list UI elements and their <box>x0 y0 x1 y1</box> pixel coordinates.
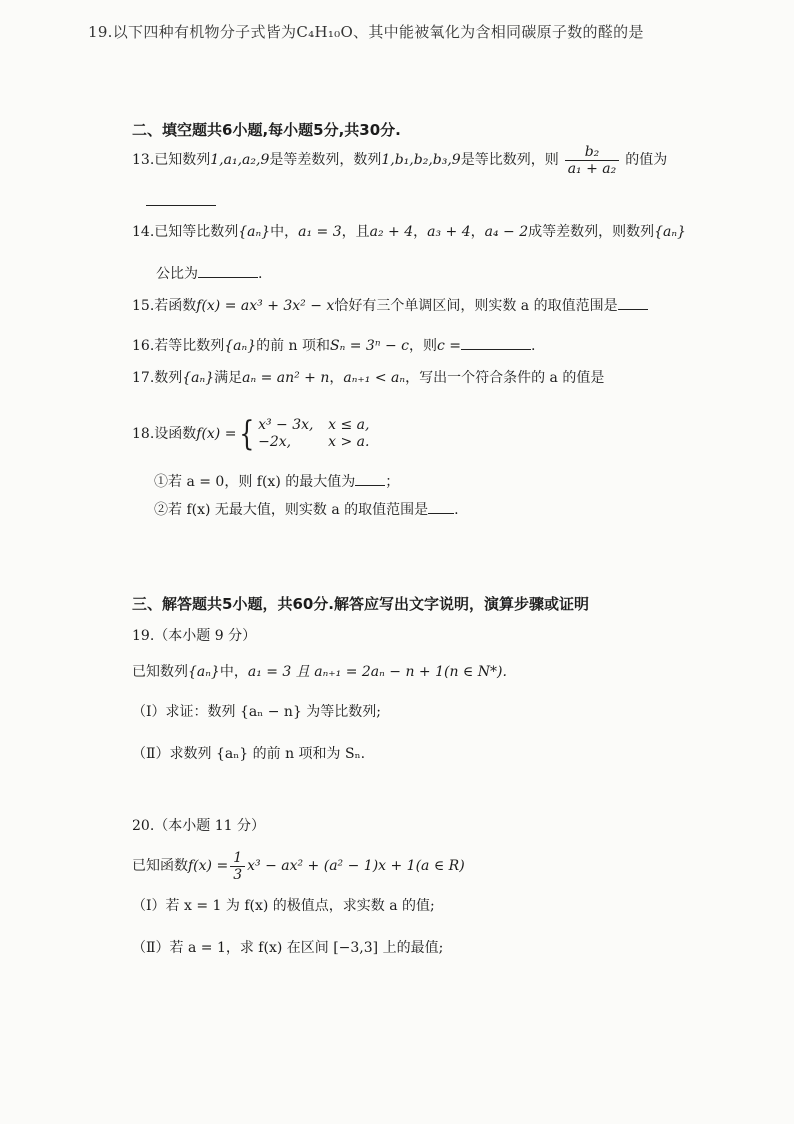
q14-part3: 成等差数列，则数列 <box>528 224 655 240</box>
q14-line2-text: 公比为 <box>156 266 198 282</box>
q14-cond3: a₃ + 4 <box>427 224 471 240</box>
q16-mid: 的前 n 项和 <box>256 338 331 354</box>
q16-blank <box>461 349 531 350</box>
q17-formula: aₙ = an² + n <box>242 370 330 386</box>
q18-case2-cond: x > a. <box>328 434 370 450</box>
q13-blank <box>146 205 216 206</box>
q18-sub2-text: ②若 f(x) 无最大值，则实数 a 的取值范围是 <box>154 502 429 518</box>
q13-tail: 的值为 <box>625 152 668 168</box>
section3-heading: 三、解答题共5小题，共60分.解答应写出文字说明，演算步骤或证明 <box>132 595 590 613</box>
q14-cond1: a₁ = 3 <box>298 224 342 240</box>
q15-lead: 15.若函数 <box>132 298 197 314</box>
q13-seq1: 1,a₁,a₂,9 <box>210 152 270 168</box>
q16-var: c = <box>436 338 462 354</box>
q14-cond4: a₄ − 2 <box>484 224 529 240</box>
q18-sub2-blank <box>428 513 454 514</box>
q16-seq: {aₙ} <box>224 338 257 354</box>
q16-lead: 16.若等比数列 <box>132 338 225 354</box>
q18-sub1-end: ； <box>385 474 400 490</box>
q19-stem-lead: 已知数列 <box>132 664 188 680</box>
q13-mid1: 是等差数列，数列 <box>269 152 382 168</box>
section2-heading: 二、填空题共6小题,每小题5分,共30分. <box>132 121 401 139</box>
q16-tail: ，则 <box>408 338 437 354</box>
q18-case2-expr: −2x, <box>258 434 292 450</box>
top-question-line: 19.以下四种有机物分子式皆为C₄H₁₀O、其中能被氧化为含相同碳原子数的醛的是 <box>88 23 644 41</box>
q20-part1: （Ⅰ）若 x = 1 为 f(x) 的极值点，求实数 a 的值; <box>132 898 435 914</box>
q15-tail: 恰好有三个单调区间，则实数 a 的取值范围是 <box>334 298 618 314</box>
q14-part2: ，且 <box>341 224 370 240</box>
q20-stem-lead: 已知函数 <box>132 858 188 874</box>
q18-brace: { <box>239 414 255 454</box>
q14-lead: 14.已知等比数列 <box>132 224 239 240</box>
question-18 <box>132 412 754 456</box>
q18-case1-expr: x³ − 3x, <box>258 417 314 433</box>
q18-sub2 <box>154 500 754 520</box>
q20-part2: （Ⅱ）若 a = 1，求 f(x) 在区间 [−3,3] 上的最值; <box>132 940 444 956</box>
q18-case1 <box>258 417 369 434</box>
q17-lead: 17.数列 <box>132 370 183 386</box>
q15-func: f(x) = ax³ + 3x² − x <box>196 298 335 314</box>
q17-mid: 满足 <box>214 370 243 386</box>
q13-mid2: 是等比数列，则 <box>460 152 559 168</box>
q13-frac-den: a₁ + a₂ <box>567 160 617 177</box>
q18-cases <box>258 417 369 451</box>
q14-line2: 公比为 . <box>156 266 263 282</box>
q20-stem-f: f(x) = <box>188 858 229 874</box>
q13-fraction <box>565 144 620 177</box>
q17-seq: {aₙ} <box>182 370 215 386</box>
q20-frac-num: 1 <box>230 850 245 867</box>
q14-part1: 中， <box>270 224 299 240</box>
q20-frac-den: 3 <box>233 866 243 883</box>
q18-sub1-text: ①若 a = 0，则 f(x) 的最大值为 <box>154 474 356 490</box>
q20-fraction <box>230 850 245 883</box>
q19-title: 19.（本小题 9 分） <box>132 628 257 644</box>
q20-stem-rest: x³ − ax² + (a² − 1)x + 1(a ∈ R) <box>247 858 465 874</box>
q17-cond: aₙ₊₁ < aₙ <box>343 370 406 386</box>
q18-lead: 18.设函数 <box>132 426 197 442</box>
q14-cond2: a₂ + 4 <box>369 224 414 240</box>
q18-case1-cond: x ≤ a, <box>328 417 370 433</box>
q19-stem-mid: 中， <box>219 664 248 680</box>
q18-case2 <box>258 434 369 451</box>
q18-sub1-blank <box>355 485 385 486</box>
question-15 <box>132 296 754 316</box>
question-16: 16.若等比数列{aₙ}的前 n 项和Sₙ = 3ⁿ − c，则c = . <box>132 338 536 354</box>
q19-stem <box>132 662 754 682</box>
q16-formula: Sₙ = 3ⁿ − c <box>330 338 409 354</box>
q13-seq2: 1,b₁,b₂,b₃,9 <box>381 152 461 168</box>
q19-part2: （Ⅱ）求数列 {aₙ} 的前 n 项和为 Sₙ. <box>132 746 366 762</box>
q18-sub1 <box>154 472 754 492</box>
q15-blank <box>618 309 648 310</box>
question-14: 14.已知等比数列{aₙ}中，a₁ = 3，且a₂ + 4，a₃ + 4，a₄ − 2成等差数列，则数列{aₙ} <box>132 224 686 240</box>
question-13 <box>132 140 754 180</box>
question-17: 17.数列{aₙ}满足aₙ = an² + n，aₙ₊₁ < aₙ，写出一个符合条件的 a 的值是 <box>132 370 605 386</box>
q19-stem-formula: a₁ = 3 且 aₙ₊₁ = 2aₙ − n + 1(n ∈ N*). <box>247 664 507 680</box>
q13-lead: 13.已知数列 <box>132 152 211 168</box>
q18-sub2-end: . <box>454 502 459 518</box>
q14-seq-end: {aₙ} <box>654 224 686 240</box>
q13-answer-line <box>146 192 754 212</box>
q20-stem <box>132 846 754 886</box>
q14-blank <box>198 277 258 278</box>
q19-part1: （Ⅰ）求证：数列 {aₙ − n} 为等比数列; <box>132 704 382 720</box>
q13-frac-num: b₂ <box>565 144 620 161</box>
q14-seq: {aₙ} <box>238 224 271 240</box>
q18-fx: f(x) = <box>196 426 237 442</box>
q17-tail: ，写出一个符合条件的 a 的值是 <box>405 370 605 386</box>
q19-stem-seq: {aₙ} <box>188 664 220 680</box>
q20-title: 20.（本小题 11 分） <box>132 818 265 834</box>
